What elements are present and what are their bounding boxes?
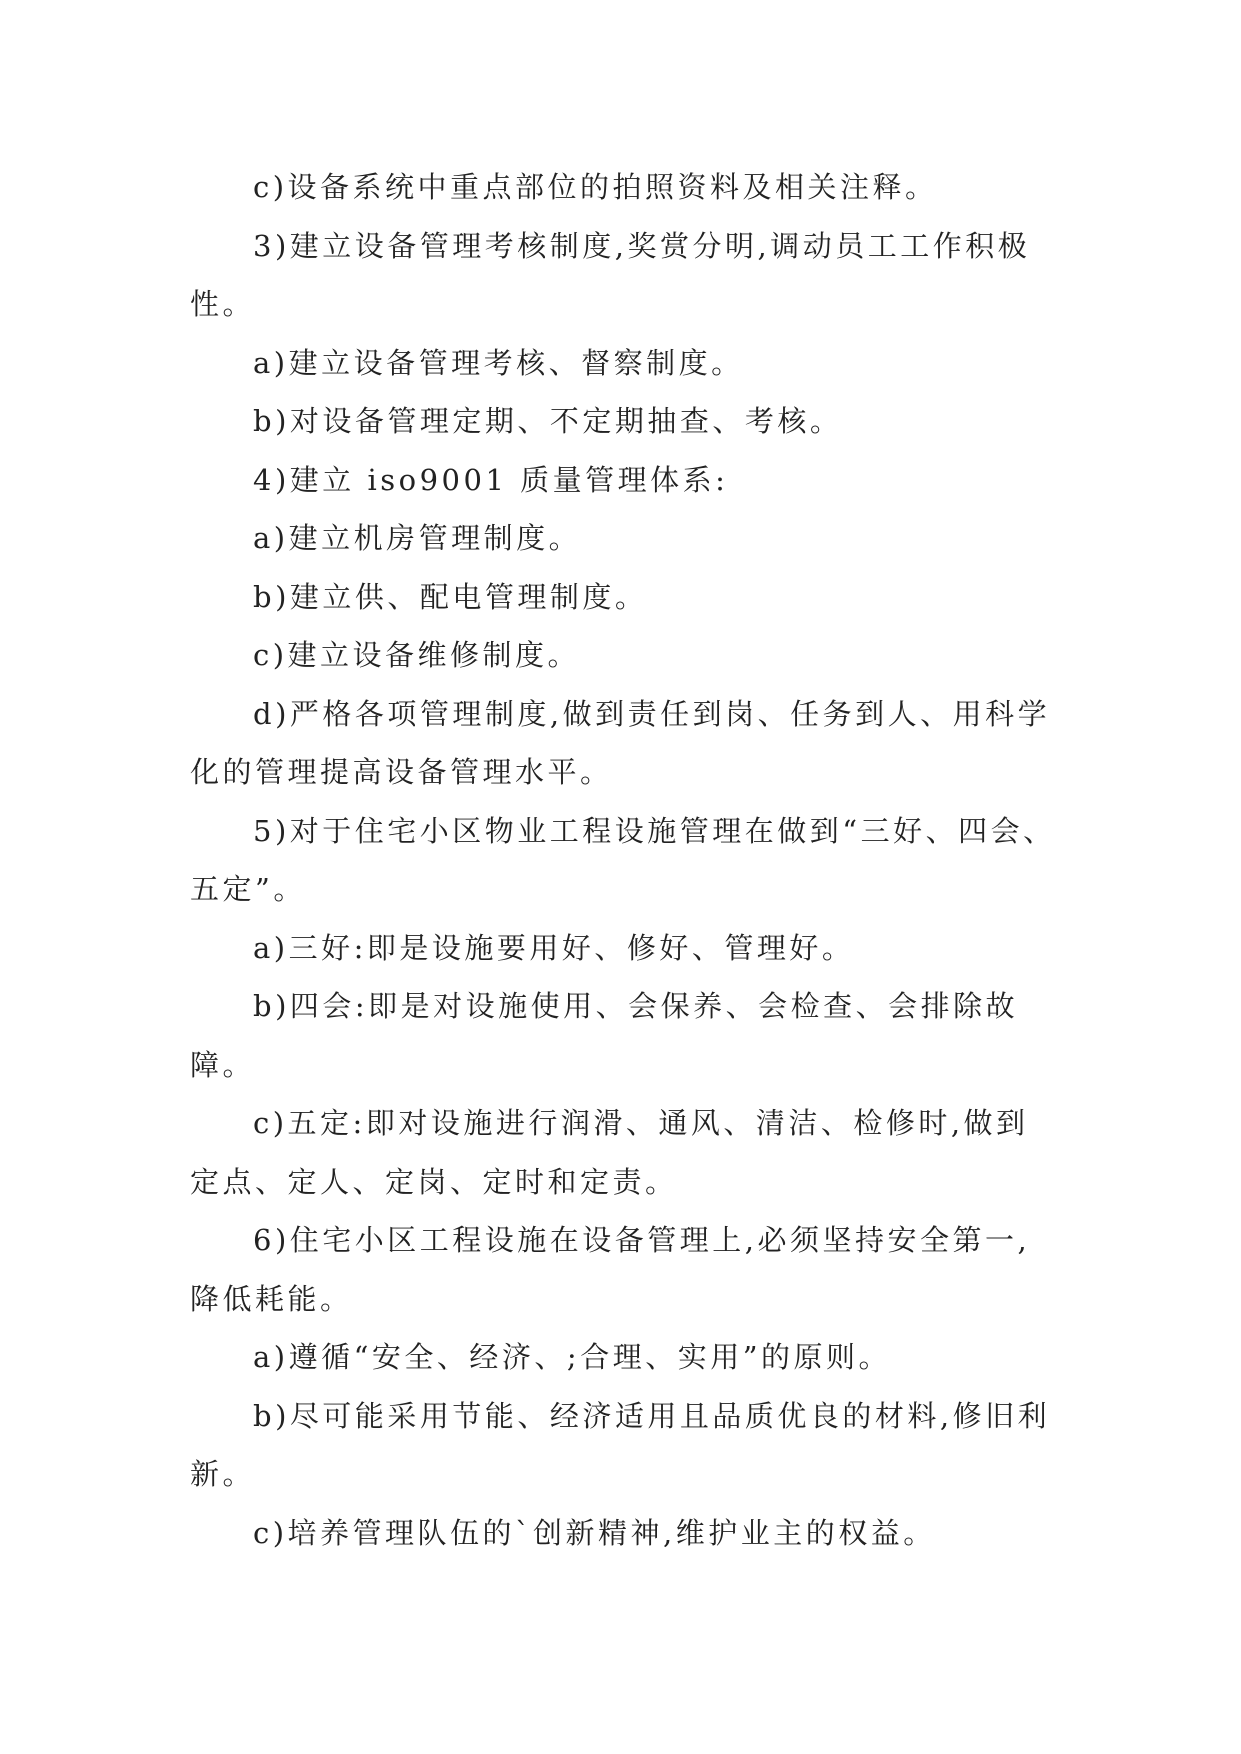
paragraph: 5)对于住宅小区物业工程设施管理在做到“三好、四会、五定”。 [190,813,1056,906]
paragraph: b)对设备管理定期、不定期抽查、考核。 [253,404,843,438]
paragraph: 4)建立 iso9001 质量管理体系: [253,462,729,497]
paragraph: d)严格各项管理制度,做到责任到岗、任务到人、用科学化的管理提高设备管理水平。 [190,696,1051,789]
paragraph: a)三好:即是设施要用好、修好、管理好。 [253,930,855,965]
paragraph: a)建立设备管理考核、督察制度。 [253,345,744,380]
paragraph: a)遵循“安全、经济、;合理、实用”的原则。 [253,1340,892,1374]
paragraph: c)五定:即对设施进行润滑、通风、清洁、检修时,做到定点、定人、定岗、定时和定责。 [190,1106,1029,1199]
paragraph: b)四会:即是对设施使用、会保养、会检查、会排除故障。 [190,989,1019,1082]
paragraph: c)建立设备维修制度。 [253,638,581,672]
paragraph: b)尽可能采用节能、经济适用且品质优良的材料,修旧利新。 [190,1398,1051,1491]
paragraph: c)设备系统中重点部位的拍照资料及相关注释。 [253,170,938,204]
document-page [190,158,1056,1562]
paragraph: 6)住宅小区工程设施在设备管理上,必须坚持安全第一,降低耗能。 [190,1223,1031,1316]
paragraph: 3)建立设备管理考核制度,奖赏分明,调动员工工作积极性。 [190,228,1031,321]
paragraph: b)建立供、配电管理制度。 [253,579,648,614]
paragraph: a)建立机房管理制度。 [253,521,582,555]
paragraph: c)培养管理队伍的`创新精神,维护业主的权益。 [253,1515,936,1550]
